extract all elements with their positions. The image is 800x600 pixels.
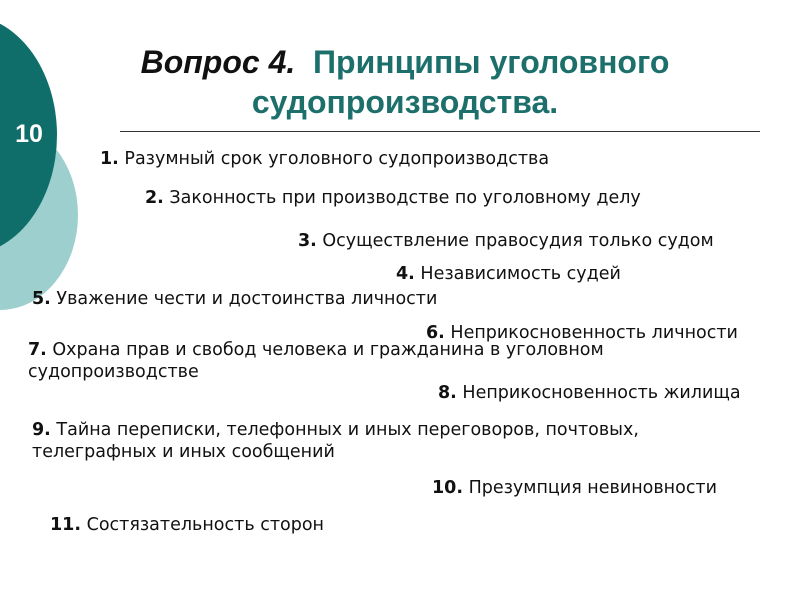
- title-main-line1: Принципы уголовного: [313, 44, 670, 80]
- principle-item-5: 5. Уважение чести и достоинства личности: [32, 289, 438, 309]
- title-prefix: Вопрос 4.: [140, 44, 296, 80]
- slide-number: 10: [15, 120, 43, 148]
- principle-item-4: 4. Независимость судей: [396, 264, 621, 284]
- principle-item-6: 6. Неприкосновенность личности: [426, 323, 738, 343]
- principle-item-3: 3. Осуществление правосудия только судом: [298, 231, 714, 251]
- principle-item-1: 1. Разумный срок уголовного судопроизводства: [100, 149, 550, 169]
- title-divider: [120, 131, 760, 132]
- title-main-line2: судопроизводства.: [251, 84, 559, 120]
- principle-item-9: 9. Тайна переписки, телефонных и иных переговоров, почтовых, телеграфных и иных сообщений: [32, 420, 639, 462]
- principle-item-2: 2. Законность при производстве по уголовному делу: [145, 188, 641, 208]
- slide-title: [80, 42, 730, 122]
- principle-item-11: 11. Состязательность сторон: [50, 515, 324, 535]
- principle-item-8: 8. Неприкосновенность жилища: [438, 383, 741, 403]
- principle-item-7: 7. Охрана прав и свобод человека и гражданина в уголовном судопроизводстве: [28, 340, 604, 382]
- principle-item-10: 10. Презумпция невиновности: [432, 478, 718, 498]
